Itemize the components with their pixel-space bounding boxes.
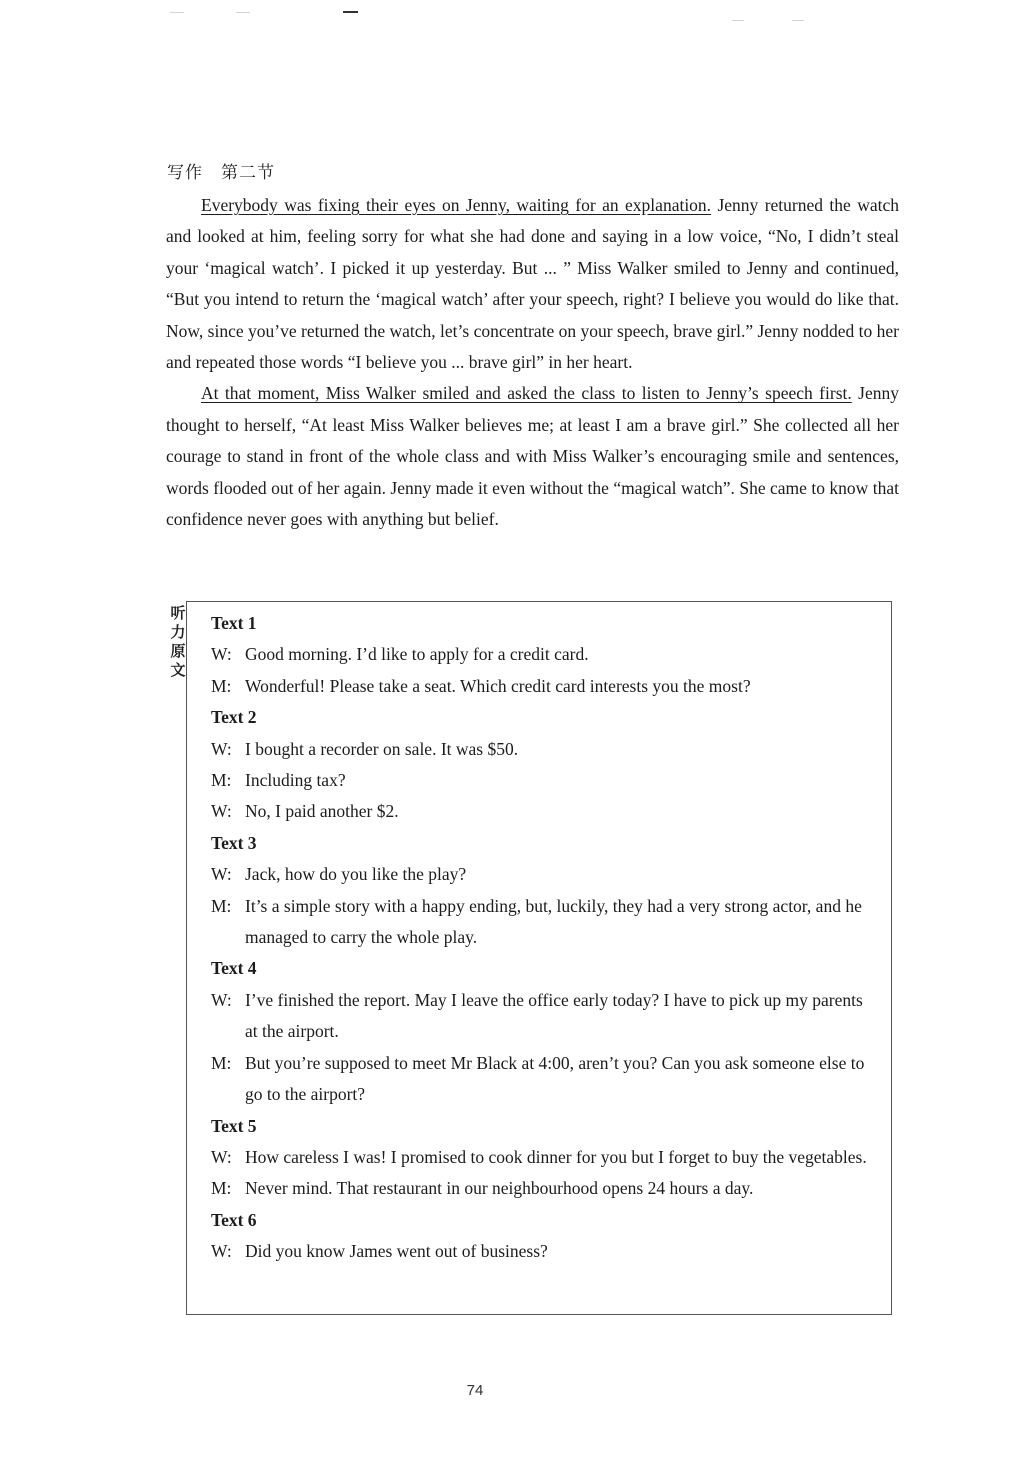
- dialogue-line: [211, 891, 871, 954]
- underlined-sentence: Everybody was fixing their eyes on Jenny, waiting for an explanation.: [201, 195, 712, 215]
- speaker-tag: W:: [211, 989, 232, 1010]
- speaker-tag: M:: [211, 1052, 232, 1073]
- text-title: Text 4: [211, 958, 257, 979]
- text-title: Text 6: [211, 1209, 257, 1230]
- dialogue-text: Wonderful! Please take a seat. Which credit card interests you the most?: [245, 675, 751, 696]
- page-number: 74: [466, 1382, 484, 1399]
- dialogue-text: Including tax?: [245, 770, 346, 791]
- speaker-tag: M:: [211, 895, 232, 916]
- text-title: Text 3: [211, 832, 257, 853]
- dialogue-line: [211, 985, 871, 1048]
- dialogue-line: [211, 1173, 871, 1204]
- dialogue-line: [211, 796, 871, 827]
- speaker-tag: W:: [211, 1241, 232, 1262]
- dialogue-line: [211, 765, 871, 796]
- dialogue-line: [211, 639, 871, 670]
- text-title: Text 5: [211, 1115, 257, 1136]
- speaker-tag: M:: [211, 675, 232, 696]
- dialogue-text: Did you know James went out of business?: [245, 1241, 548, 1262]
- dialogue-text: Never mind. That restaurant in our neighbourhood opens 24 hours a day.: [245, 1178, 754, 1199]
- speaker-tag: W:: [211, 738, 232, 759]
- dialogue-text: How careless I was! I promised to cook dinner for you but I forget to buy the vegetables.: [245, 1146, 867, 1167]
- dialogue-text: It’s a simple story with a happy ending, but, luckily, they had a very strong actor, and he managed to carry the whole play.: [245, 895, 862, 948]
- speaker-tag: W:: [211, 644, 232, 665]
- dialogue-text: Good morning. I’d like to apply for a credit card.: [245, 644, 589, 665]
- speaker-tag: W:: [211, 864, 232, 885]
- speaker-tag: M:: [211, 770, 232, 791]
- listening-transcript-label: 听力原文: [170, 604, 186, 679]
- dialogue-line: [211, 1236, 871, 1267]
- paragraph-text: Jenny thought to herself, “At least Miss Walker believes me; at least I am a brave girl.” She collected all her courage to stand in front of the whole class and with Miss Walker’s encouraging smile and sentences, words flooded out of her again. Jenny made it even without the “magical watch”. She came to know that confidence never goes with anything but belief.: [166, 383, 900, 530]
- paragraph-1: [166, 190, 899, 378]
- dialogue-text: Jack, how do you like the play?: [245, 864, 467, 885]
- speaker-tag: W:: [211, 1146, 232, 1167]
- paragraph-text: Jenny returned the watch and looked at him, feeling sorry for what she had done and saying in a low voice, “No, I didn’t steal your ‘magical watch’. I picked it up yesterday. But ... ” Miss Walker smiled to Jenny and continued, “But you intend to return the ‘magical watch’ after your speech, right? I believe you would do like that. Now, since you’ve returned the watch, let’s concentrate on your speech, brave girl.” Jenny nodded to her and repeated those words “I believe you ... brave girl” in her heart.: [166, 195, 899, 373]
- dialogue-line: [211, 671, 871, 702]
- dialogue-line: [211, 859, 871, 890]
- dialogue-text: I’ve finished the report. May I leave the office early today? I have to pick up my parents at the airport.: [245, 989, 863, 1042]
- speaker-tag: M:: [211, 1178, 232, 1199]
- scan-mark: [732, 20, 744, 21]
- speaker-tag: W:: [211, 801, 232, 822]
- dialogue-text: No, I paid another $2.: [245, 801, 399, 822]
- transcript-list: [211, 608, 871, 1268]
- section-heading: 写作 第二节: [167, 163, 275, 183]
- dialogue-line: [211, 1142, 871, 1173]
- dialogue-line: [211, 734, 871, 765]
- text-title: Text 1: [211, 613, 257, 633]
- underlined-sentence: At that moment, Miss Walker smiled and asked the class to listen to Jenny’s speech first.: [201, 383, 852, 404]
- writing-answer: [166, 190, 899, 535]
- scan-mark: [236, 12, 250, 13]
- text-title: Text 2: [211, 707, 257, 728]
- paragraph-2: [166, 378, 899, 535]
- scan-mark: [792, 20, 804, 21]
- scan-mark: [170, 12, 184, 13]
- dialogue-text: But you’re supposed to meet Mr Black at 4:00, aren’t you? Can you ask someone else to go to the airport?: [245, 1052, 865, 1105]
- dialogue-text: I bought a recorder on sale. It was $50.: [245, 738, 519, 759]
- scan-mark: [343, 11, 358, 13]
- dialogue-line: [211, 1048, 871, 1111]
- listening-transcript-box: [186, 601, 892, 1315]
